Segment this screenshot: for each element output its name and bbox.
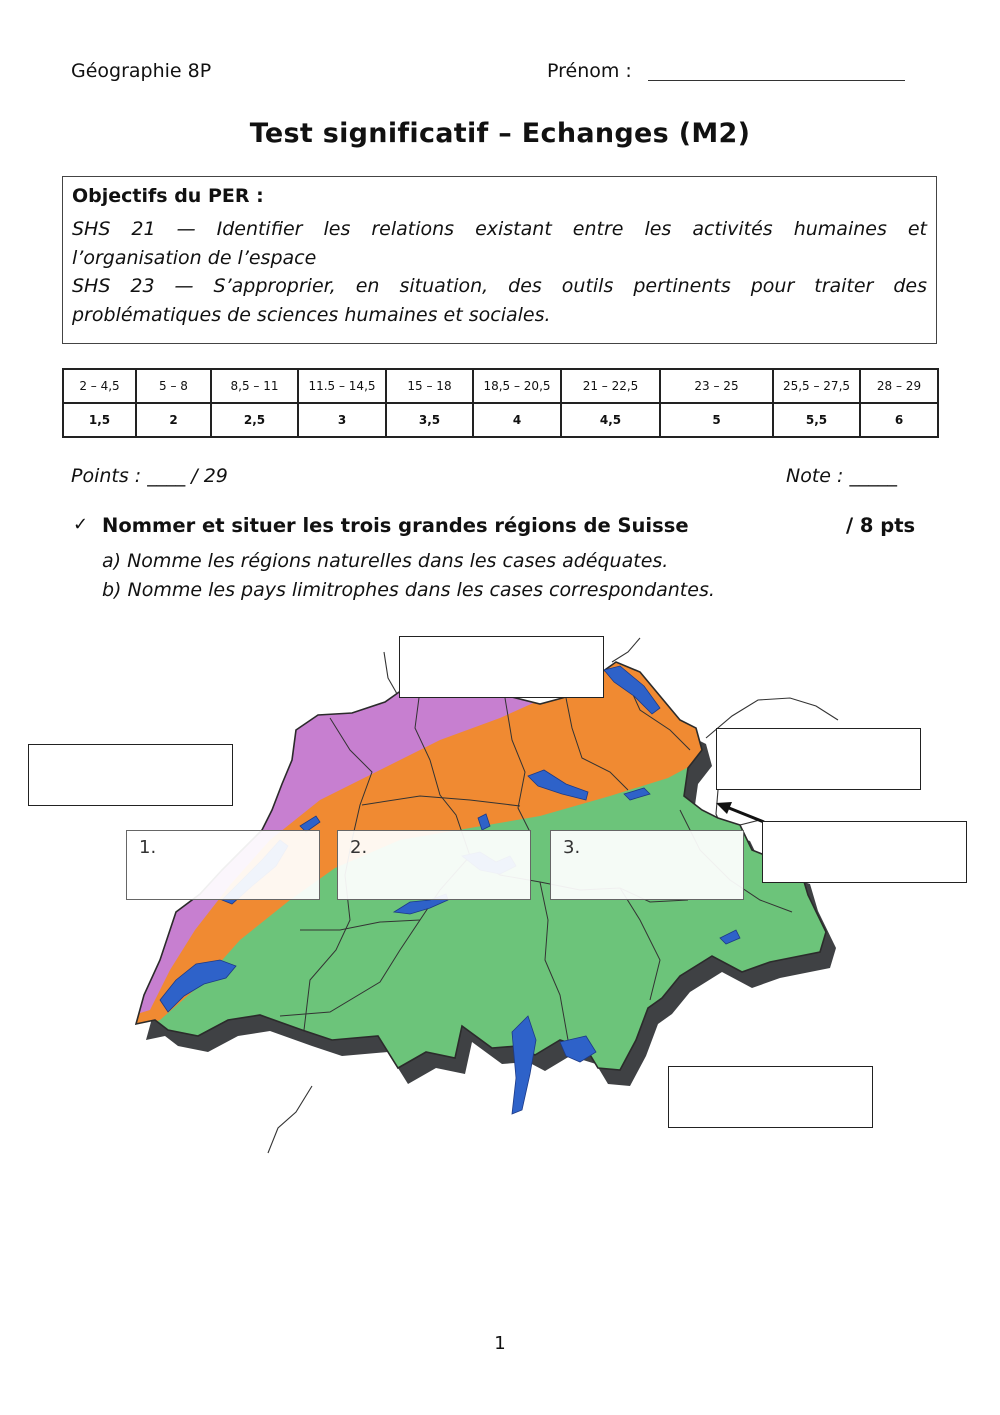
page-number: 1 xyxy=(494,1333,506,1354)
switzerland-map xyxy=(0,600,1000,1180)
grading-scale-table xyxy=(62,368,939,438)
points-range-cell: 11.5 – 14,5 xyxy=(298,369,386,403)
grade-cell: 3,5 xyxy=(386,403,473,437)
first-name-field[interactable] xyxy=(648,80,905,81)
points-range-cell: 5 – 8 xyxy=(136,369,211,403)
country-box-west[interactable] xyxy=(28,744,233,806)
points-range-cell: 18,5 – 20,5 xyxy=(473,369,561,403)
region-box-1[interactable]: 1. xyxy=(126,830,320,900)
grade-cell: 2 xyxy=(136,403,211,437)
note-field[interactable]: Note : _____ xyxy=(786,465,897,487)
points-range-cell: 28 – 29 xyxy=(860,369,938,403)
points-range-row xyxy=(63,369,938,403)
grade-row xyxy=(63,403,938,437)
region-box-2[interactable]: 2. xyxy=(337,830,531,900)
subject-label: Géographie 8P xyxy=(71,60,212,82)
points-range-cell: 25,5 – 27,5 xyxy=(773,369,860,403)
points-range-cell: 8,5 – 11 xyxy=(211,369,298,403)
question-points: / 8 pts xyxy=(846,514,916,537)
objective-line: SHS 21 — Identifier les relations existant entre les activités humaines et xyxy=(72,218,927,240)
grade-cell: 5,5 xyxy=(773,403,860,437)
points-range-cell: 15 – 18 xyxy=(386,369,473,403)
checkmark-icon: ✓ xyxy=(73,514,89,535)
points-range-cell: 23 – 25 xyxy=(660,369,773,403)
country-box-south[interactable] xyxy=(668,1066,873,1128)
page-title: Test significatif – Echanges (M2) xyxy=(249,118,751,149)
first-name-label: Prénom : xyxy=(547,60,632,82)
lake-maggiore xyxy=(512,1016,536,1114)
grade-cell: 1,5 xyxy=(63,403,136,437)
objectives-heading: Objectifs du PER : xyxy=(72,185,264,207)
grade-cell: 6 xyxy=(860,403,938,437)
instruction-b: b) Nomme les pays limitrophes dans les cases correspondantes. xyxy=(102,579,715,601)
country-box-east[interactable] xyxy=(762,821,967,883)
grade-cell: 5 xyxy=(660,403,773,437)
region-box-3[interactable]: 3. xyxy=(550,830,744,900)
objective-line: problématiques de sciences humaines et sociales. xyxy=(72,303,551,326)
instruction-a: a) Nomme les régions naturelles dans les cases adéquates. xyxy=(102,550,669,572)
points-field[interactable]: Points : ____ / 29 xyxy=(71,465,228,487)
points-range-cell: 2 – 4,5 xyxy=(63,369,136,403)
points-range-cell: 21 – 22,5 xyxy=(561,369,660,403)
objective-line: l’organisation de l’espace xyxy=(72,246,317,269)
country-box-north[interactable] xyxy=(399,636,604,698)
objectives-box xyxy=(62,176,937,344)
objective-line: SHS 23 — S’approprier, en situation, des outils pertinents pour traiter des xyxy=(72,275,927,297)
country-box-northeast[interactable] xyxy=(716,728,921,790)
question-title: Nommer et situer les trois grandes régions de Suisse xyxy=(102,514,689,537)
grade-cell: 2,5 xyxy=(211,403,298,437)
grade-cell: 4 xyxy=(473,403,561,437)
grade-cell: 3 xyxy=(298,403,386,437)
grade-cell: 4,5 xyxy=(561,403,660,437)
